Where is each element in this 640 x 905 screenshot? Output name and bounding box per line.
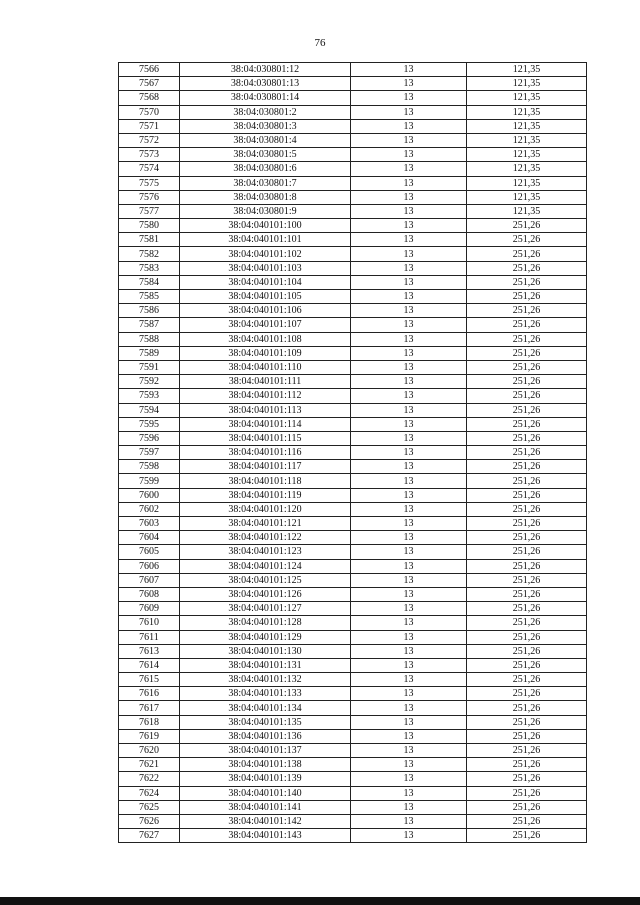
- code-cell: 13: [351, 460, 467, 474]
- cadastral-number-cell: 38:04:040101:127: [180, 602, 351, 616]
- code-cell: 13: [351, 474, 467, 488]
- table-row: [119, 63, 587, 77]
- cadastral-number-cell: 38:04:040101:130: [180, 644, 351, 658]
- record-number-cell: 7572: [119, 133, 180, 147]
- table-row: [119, 233, 587, 247]
- table-row: [119, 219, 587, 233]
- record-number-cell: 7613: [119, 644, 180, 658]
- value-cell: 251,26: [467, 375, 587, 389]
- record-number-cell: 7604: [119, 531, 180, 545]
- record-number-cell: 7585: [119, 290, 180, 304]
- value-cell: 251,26: [467, 744, 587, 758]
- code-cell: 13: [351, 687, 467, 701]
- value-cell: 251,26: [467, 800, 587, 814]
- cadastral-number-cell: 38:04:030801:12: [180, 63, 351, 77]
- code-cell: 13: [351, 800, 467, 814]
- cadastral-number-cell: 38:04:040101:143: [180, 829, 351, 843]
- table-row: [119, 573, 587, 587]
- value-cell: 121,35: [467, 63, 587, 77]
- code-cell: 13: [351, 247, 467, 261]
- value-cell: 251,26: [467, 644, 587, 658]
- value-cell: 251,26: [467, 247, 587, 261]
- table-row: [119, 148, 587, 162]
- value-cell: 121,35: [467, 119, 587, 133]
- cadastral-number-cell: 38:04:040101:129: [180, 630, 351, 644]
- table-row: [119, 247, 587, 261]
- code-cell: 13: [351, 701, 467, 715]
- record-number-cell: 7615: [119, 673, 180, 687]
- table-row: [119, 786, 587, 800]
- record-number-cell: 7588: [119, 332, 180, 346]
- value-cell: 251,26: [467, 772, 587, 786]
- record-number-cell: 7621: [119, 758, 180, 772]
- record-number-cell: 7583: [119, 261, 180, 275]
- record-number-cell: 7607: [119, 573, 180, 587]
- table-row: [119, 162, 587, 176]
- table-row: [119, 814, 587, 828]
- value-cell: 251,26: [467, 360, 587, 374]
- value-cell: 121,35: [467, 190, 587, 204]
- table-row: [119, 758, 587, 772]
- record-number-cell: 7608: [119, 587, 180, 601]
- value-cell: 251,26: [467, 488, 587, 502]
- record-number-cell: 7581: [119, 233, 180, 247]
- record-number-cell: 7618: [119, 715, 180, 729]
- record-number-cell: 7619: [119, 729, 180, 743]
- code-cell: 13: [351, 389, 467, 403]
- code-cell: 13: [351, 63, 467, 77]
- value-cell: 251,26: [467, 701, 587, 715]
- record-number-cell: 7625: [119, 800, 180, 814]
- table-row: [119, 687, 587, 701]
- cadastral-number-cell: 38:04:030801:8: [180, 190, 351, 204]
- record-number-cell: 7603: [119, 517, 180, 531]
- table-row: [119, 460, 587, 474]
- table-row: [119, 77, 587, 91]
- cadastral-number-cell: 38:04:040101:128: [180, 616, 351, 630]
- record-number-cell: 7589: [119, 346, 180, 360]
- value-cell: 251,26: [467, 233, 587, 247]
- code-cell: 13: [351, 502, 467, 516]
- code-cell: 13: [351, 261, 467, 275]
- cadastral-number-cell: 38:04:040101:126: [180, 587, 351, 601]
- table-row: [119, 204, 587, 218]
- code-cell: 13: [351, 630, 467, 644]
- code-cell: 13: [351, 673, 467, 687]
- record-number-cell: 7595: [119, 417, 180, 431]
- table-row: [119, 673, 587, 687]
- value-cell: 251,26: [467, 446, 587, 460]
- code-cell: 13: [351, 431, 467, 445]
- table-row: [119, 346, 587, 360]
- cadastral-number-cell: 38:04:040101:116: [180, 446, 351, 460]
- table-row: [119, 431, 587, 445]
- table-row: [119, 800, 587, 814]
- table-row: [119, 502, 587, 516]
- record-number-cell: 7580: [119, 219, 180, 233]
- value-cell: 251,26: [467, 729, 587, 743]
- cadastral-number-cell: 38:04:040101:113: [180, 403, 351, 417]
- code-cell: 13: [351, 275, 467, 289]
- cadastral-number-cell: 38:04:040101:107: [180, 318, 351, 332]
- record-number-cell: 7606: [119, 559, 180, 573]
- cadastral-number-cell: 38:04:040101:132: [180, 673, 351, 687]
- cadastral-number-cell: 38:04:040101:100: [180, 219, 351, 233]
- cadastral-number-cell: 38:04:040101:125: [180, 573, 351, 587]
- cadastral-number-cell: 38:04:030801:3: [180, 119, 351, 133]
- value-cell: 121,35: [467, 176, 587, 190]
- table-row: [119, 360, 587, 374]
- record-number-cell: 7574: [119, 162, 180, 176]
- value-cell: 251,26: [467, 219, 587, 233]
- code-cell: 13: [351, 758, 467, 772]
- record-number-cell: 7616: [119, 687, 180, 701]
- code-cell: 13: [351, 375, 467, 389]
- value-cell: 251,26: [467, 829, 587, 843]
- table-row: [119, 658, 587, 672]
- table-row: [119, 403, 587, 417]
- cadastral-number-cell: 38:04:040101:123: [180, 545, 351, 559]
- value-cell: 251,26: [467, 275, 587, 289]
- table-row: [119, 375, 587, 389]
- cadastral-number-cell: 38:04:040101:109: [180, 346, 351, 360]
- record-number-cell: 7602: [119, 502, 180, 516]
- cadastral-number-cell: 38:04:040101:108: [180, 332, 351, 346]
- code-cell: 13: [351, 162, 467, 176]
- record-number-cell: 7567: [119, 77, 180, 91]
- record-number-cell: 7566: [119, 63, 180, 77]
- cadastral-number-cell: 38:04:030801:4: [180, 133, 351, 147]
- table-row: [119, 701, 587, 715]
- table-row: [119, 729, 587, 743]
- records-table: [118, 62, 587, 843]
- code-cell: 13: [351, 360, 467, 374]
- code-cell: 13: [351, 148, 467, 162]
- cadastral-number-cell: 38:04:040101:122: [180, 531, 351, 545]
- cadastral-number-cell: 38:04:030801:7: [180, 176, 351, 190]
- code-cell: 13: [351, 729, 467, 743]
- cadastral-number-cell: 38:04:040101:124: [180, 559, 351, 573]
- page-number: 76: [314, 37, 326, 49]
- record-number-cell: 7576: [119, 190, 180, 204]
- record-number-cell: 7614: [119, 658, 180, 672]
- record-number-cell: 7596: [119, 431, 180, 445]
- value-cell: 121,35: [467, 77, 587, 91]
- record-number-cell: 7570: [119, 105, 180, 119]
- table-row: [119, 318, 587, 332]
- table-row: [119, 474, 587, 488]
- code-cell: 13: [351, 587, 467, 601]
- cadastral-number-cell: 38:04:040101:114: [180, 417, 351, 431]
- record-number-cell: 7594: [119, 403, 180, 417]
- cadastral-number-cell: 38:04:040101:111: [180, 375, 351, 389]
- cadastral-number-cell: 38:04:040101:101: [180, 233, 351, 247]
- table-row: [119, 389, 587, 403]
- table-row: [119, 602, 587, 616]
- code-cell: 13: [351, 133, 467, 147]
- value-cell: 121,35: [467, 162, 587, 176]
- record-number-cell: 7600: [119, 488, 180, 502]
- cadastral-number-cell: 38:04:040101:136: [180, 729, 351, 743]
- value-cell: 251,26: [467, 304, 587, 318]
- value-cell: 251,26: [467, 531, 587, 545]
- code-cell: 13: [351, 417, 467, 431]
- value-cell: 251,26: [467, 261, 587, 275]
- code-cell: 13: [351, 233, 467, 247]
- code-cell: 13: [351, 77, 467, 91]
- value-cell: 251,26: [467, 517, 587, 531]
- table-row: [119, 332, 587, 346]
- value-cell: 251,26: [467, 758, 587, 772]
- value-cell: 251,26: [467, 673, 587, 687]
- code-cell: 13: [351, 658, 467, 672]
- code-cell: 13: [351, 531, 467, 545]
- record-number-cell: 7599: [119, 474, 180, 488]
- cadastral-number-cell: 38:04:040101:103: [180, 261, 351, 275]
- table-row: [119, 119, 587, 133]
- cadastral-number-cell: 38:04:040101:106: [180, 304, 351, 318]
- code-cell: 13: [351, 332, 467, 346]
- cadastral-number-cell: 38:04:030801:2: [180, 105, 351, 119]
- cadastral-number-cell: 38:04:040101:138: [180, 758, 351, 772]
- record-number-cell: 7622: [119, 772, 180, 786]
- value-cell: 251,26: [467, 715, 587, 729]
- record-number-cell: 7598: [119, 460, 180, 474]
- value-cell: 251,26: [467, 616, 587, 630]
- table-row: [119, 517, 587, 531]
- record-number-cell: 7587: [119, 318, 180, 332]
- record-number-cell: 7571: [119, 119, 180, 133]
- table-row: [119, 545, 587, 559]
- code-cell: 13: [351, 814, 467, 828]
- record-number-cell: 7591: [119, 360, 180, 374]
- table-row: [119, 290, 587, 304]
- cadastral-number-cell: 38:04:040101:118: [180, 474, 351, 488]
- cadastral-number-cell: 38:04:030801:13: [180, 77, 351, 91]
- record-number-cell: 7584: [119, 275, 180, 289]
- code-cell: 13: [351, 446, 467, 460]
- cadastral-number-cell: 38:04:040101:110: [180, 360, 351, 374]
- cadastral-number-cell: 38:04:030801:5: [180, 148, 351, 162]
- table-row: [119, 829, 587, 843]
- cadastral-number-cell: 38:04:040101:131: [180, 658, 351, 672]
- value-cell: 121,35: [467, 91, 587, 105]
- value-cell: 251,26: [467, 602, 587, 616]
- table-row: [119, 531, 587, 545]
- record-number-cell: 7597: [119, 446, 180, 460]
- record-number-cell: 7624: [119, 786, 180, 800]
- value-cell: 251,26: [467, 559, 587, 573]
- table-row: [119, 644, 587, 658]
- cadastral-number-cell: 38:04:040101:120: [180, 502, 351, 516]
- value-cell: 251,26: [467, 658, 587, 672]
- cadastral-number-cell: 38:04:040101:112: [180, 389, 351, 403]
- value-cell: 251,26: [467, 786, 587, 800]
- record-number-cell: 7577: [119, 204, 180, 218]
- table-row: [119, 133, 587, 147]
- cadastral-number-cell: 38:04:040101:141: [180, 800, 351, 814]
- code-cell: 13: [351, 488, 467, 502]
- cadastral-number-cell: 38:04:040101:135: [180, 715, 351, 729]
- value-cell: 251,26: [467, 346, 587, 360]
- record-number-cell: 7575: [119, 176, 180, 190]
- table-row: [119, 190, 587, 204]
- code-cell: 13: [351, 190, 467, 204]
- cadastral-number-cell: 38:04:040101:133: [180, 687, 351, 701]
- record-number-cell: 7626: [119, 814, 180, 828]
- value-cell: 251,26: [467, 460, 587, 474]
- record-number-cell: 7605: [119, 545, 180, 559]
- code-cell: 13: [351, 318, 467, 332]
- code-cell: 13: [351, 573, 467, 587]
- record-number-cell: 7586: [119, 304, 180, 318]
- cadastral-number-cell: 38:04:040101:134: [180, 701, 351, 715]
- value-cell: 251,26: [467, 290, 587, 304]
- code-cell: 13: [351, 176, 467, 190]
- value-cell: 251,26: [467, 502, 587, 516]
- cadastral-number-cell: 38:04:040101:140: [180, 786, 351, 800]
- value-cell: 251,26: [467, 332, 587, 346]
- cadastral-number-cell: 38:04:040101:121: [180, 517, 351, 531]
- value-cell: 251,26: [467, 814, 587, 828]
- cadastral-number-cell: 38:04:040101:115: [180, 431, 351, 445]
- value-cell: 251,26: [467, 417, 587, 431]
- table-row: [119, 587, 587, 601]
- value-cell: 121,35: [467, 133, 587, 147]
- code-cell: 13: [351, 119, 467, 133]
- table-row: [119, 105, 587, 119]
- code-cell: 13: [351, 290, 467, 304]
- code-cell: 13: [351, 346, 467, 360]
- value-cell: 251,26: [467, 474, 587, 488]
- table-row: [119, 488, 587, 502]
- value-cell: 251,26: [467, 573, 587, 587]
- value-cell: 251,26: [467, 687, 587, 701]
- cadastral-number-cell: 38:04:040101:119: [180, 488, 351, 502]
- code-cell: 13: [351, 219, 467, 233]
- value-cell: 121,35: [467, 204, 587, 218]
- value-cell: 121,35: [467, 105, 587, 119]
- record-number-cell: 7593: [119, 389, 180, 403]
- code-cell: 13: [351, 616, 467, 630]
- code-cell: 13: [351, 105, 467, 119]
- record-number-cell: 7573: [119, 148, 180, 162]
- code-cell: 13: [351, 786, 467, 800]
- code-cell: 13: [351, 715, 467, 729]
- record-number-cell: 7568: [119, 91, 180, 105]
- code-cell: 13: [351, 517, 467, 531]
- cadastral-number-cell: 38:04:030801:9: [180, 204, 351, 218]
- table-row: [119, 304, 587, 318]
- table-row: [119, 616, 587, 630]
- cadastral-number-cell: 38:04:040101:139: [180, 772, 351, 786]
- record-number-cell: 7582: [119, 247, 180, 261]
- code-cell: 13: [351, 545, 467, 559]
- record-number-cell: 7609: [119, 602, 180, 616]
- table-row: [119, 630, 587, 644]
- code-cell: 13: [351, 204, 467, 218]
- table-row: [119, 559, 587, 573]
- record-number-cell: 7620: [119, 744, 180, 758]
- table-row: [119, 715, 587, 729]
- value-cell: 251,26: [467, 403, 587, 417]
- code-cell: 13: [351, 304, 467, 318]
- table-row: [119, 417, 587, 431]
- record-number-cell: 7627: [119, 829, 180, 843]
- record-number-cell: 7610: [119, 616, 180, 630]
- record-number-cell: 7611: [119, 630, 180, 644]
- value-cell: 251,26: [467, 587, 587, 601]
- code-cell: 13: [351, 744, 467, 758]
- cadastral-number-cell: 38:04:030801:14: [180, 91, 351, 105]
- value-cell: 251,26: [467, 389, 587, 403]
- table-row: [119, 275, 587, 289]
- code-cell: 13: [351, 559, 467, 573]
- table-row: [119, 772, 587, 786]
- code-cell: 13: [351, 829, 467, 843]
- cadastral-number-cell: 38:04:040101:117: [180, 460, 351, 474]
- cadastral-number-cell: 38:04:040101:104: [180, 275, 351, 289]
- table-row: [119, 261, 587, 275]
- record-number-cell: 7592: [119, 375, 180, 389]
- cadastral-number-cell: 38:04:040101:102: [180, 247, 351, 261]
- table-row: [119, 91, 587, 105]
- code-cell: 13: [351, 403, 467, 417]
- table-row: [119, 446, 587, 460]
- value-cell: 251,26: [467, 545, 587, 559]
- code-cell: 13: [351, 772, 467, 786]
- value-cell: 251,26: [467, 630, 587, 644]
- value-cell: 251,26: [467, 431, 587, 445]
- value-cell: 251,26: [467, 318, 587, 332]
- cadastral-number-cell: 38:04:040101:137: [180, 744, 351, 758]
- cadastral-number-cell: 38:04:040101:142: [180, 814, 351, 828]
- record-number-cell: 7617: [119, 701, 180, 715]
- value-cell: 121,35: [467, 148, 587, 162]
- scan-bottom-edge: [0, 897, 640, 905]
- code-cell: 13: [351, 602, 467, 616]
- table-row: [119, 176, 587, 190]
- code-cell: 13: [351, 91, 467, 105]
- cadastral-number-cell: 38:04:040101:105: [180, 290, 351, 304]
- cadastral-number-cell: 38:04:030801:6: [180, 162, 351, 176]
- table-row: [119, 744, 587, 758]
- records-table-body: [119, 63, 587, 843]
- code-cell: 13: [351, 644, 467, 658]
